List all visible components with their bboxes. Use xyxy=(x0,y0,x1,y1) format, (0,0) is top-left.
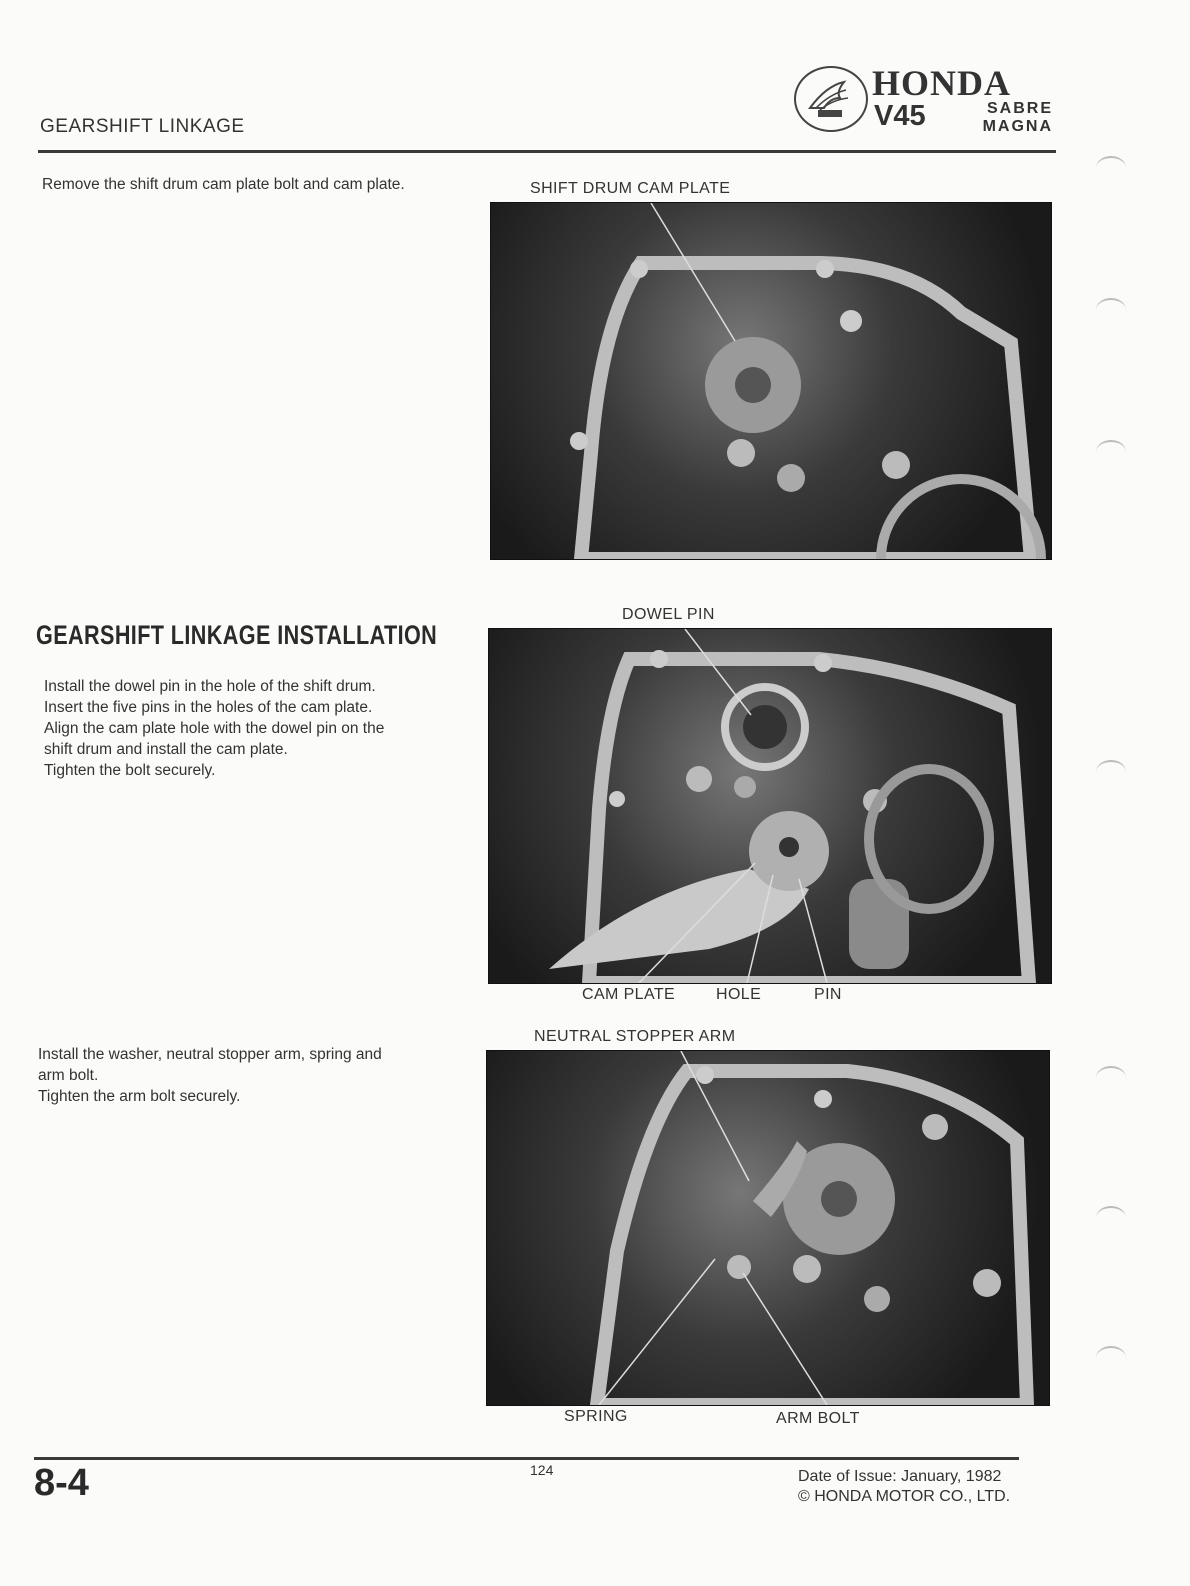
callout-shift-drum-cam-plate: SHIFT DRUM CAM PLATE xyxy=(530,180,731,197)
model-name: V45 xyxy=(874,100,926,132)
step3-instructions xyxy=(38,1044,454,1107)
variant-sabre: SABRE xyxy=(986,100,1053,117)
callout-cam-plate: CAM PLATE xyxy=(582,986,676,1003)
section-title: GEARSHIFT LINKAGE xyxy=(40,116,245,137)
binder-hole-mark xyxy=(1096,298,1126,322)
binder-hole-mark xyxy=(1096,440,1126,464)
callout-dowel-pin: DOWEL PIN xyxy=(622,606,715,623)
step3-line: Install the washer, neutral stopper arm, spring and xyxy=(38,1046,382,1063)
file-page-number: 124 xyxy=(530,1462,554,1478)
honda-wing-logo-icon xyxy=(794,66,868,132)
photo-neutral-stopper-arm xyxy=(486,1050,1050,1406)
page-number: 8-4 xyxy=(34,1462,89,1504)
installation-instructions xyxy=(44,676,464,781)
installation-line: Install the dowel pin in the hole of the shift drum. xyxy=(44,678,376,695)
binder-hole-mark xyxy=(1096,1206,1126,1230)
installation-line: Tighten the bolt securely. xyxy=(44,762,216,779)
installation-line: Align the cam plate hole with the dowel pin on the xyxy=(44,720,385,737)
photo-dowel-pin-cam-plate xyxy=(488,628,1052,984)
step3-line: Tighten the arm bolt securely. xyxy=(38,1088,241,1105)
copyright: © HONDA MOTOR CO., LTD. xyxy=(798,1488,1011,1505)
header-rule xyxy=(38,150,1056,153)
binder-hole-mark xyxy=(1096,156,1126,180)
step3-line: arm bolt. xyxy=(38,1067,99,1084)
footer-rule xyxy=(34,1457,1019,1460)
callout-neutral-stopper-arm: NEUTRAL STOPPER ARM xyxy=(534,1028,736,1045)
callout-pin: PIN xyxy=(814,986,842,1003)
callout-arm-bolt: ARM BOLT xyxy=(776,1410,860,1427)
binder-hole-mark xyxy=(1096,1346,1126,1370)
callout-spring: SPRING xyxy=(564,1408,628,1425)
installation-heading: GEARSHIFT LINKAGE INSTALLATION xyxy=(36,620,438,650)
installation-line: shift drum and install the cam plate. xyxy=(44,741,288,758)
issue-date: Date of Issue: January, 1982 xyxy=(798,1468,1002,1485)
installation-line: Insert the five pins in the holes of the cam plate. xyxy=(44,699,373,716)
step1-text: Remove the shift drum cam plate bolt and cam plate. xyxy=(42,176,405,193)
variant-magna: MAGNA xyxy=(982,118,1053,135)
binder-hole-mark xyxy=(1096,760,1126,784)
brand-name: HONDA xyxy=(872,63,1011,103)
callout-hole: HOLE xyxy=(716,986,762,1003)
photo-shift-drum-cam-plate xyxy=(490,202,1052,560)
binder-hole-mark xyxy=(1096,1066,1126,1090)
